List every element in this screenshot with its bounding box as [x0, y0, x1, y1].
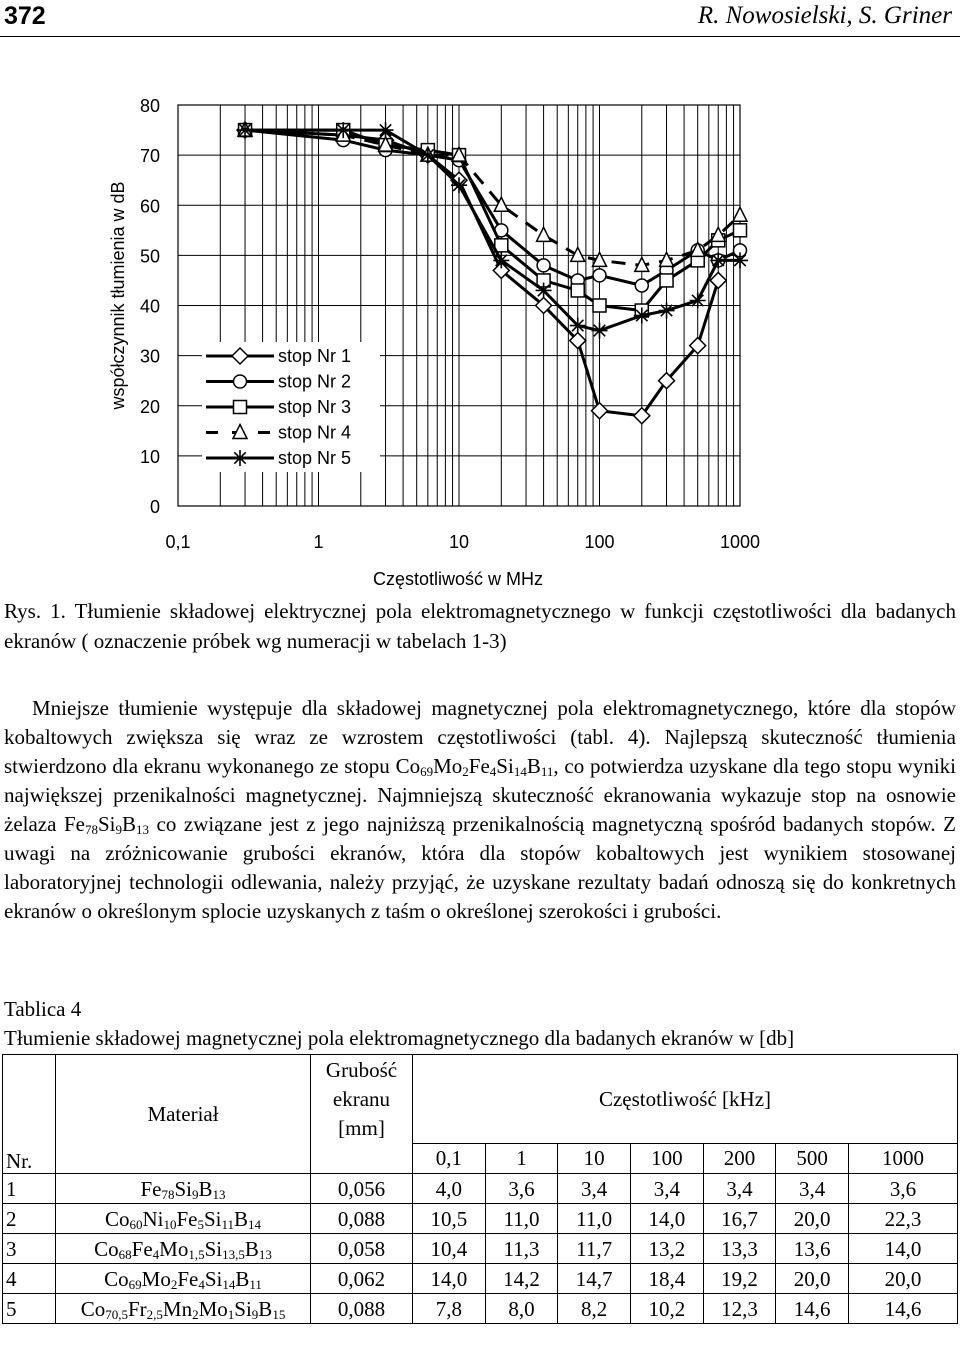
material-element: Mo	[141, 1266, 171, 1291]
row-thickness: 0,088	[311, 1204, 413, 1234]
row-material	[56, 1204, 311, 1234]
series-2-point	[537, 259, 550, 272]
attenuation-table	[2, 1054, 958, 1324]
series-4-point	[733, 207, 747, 221]
material-element: B	[198, 1176, 213, 1201]
attenuation-chart	[0, 60, 800, 590]
row-thickness: 0,062	[311, 1264, 413, 1294]
series-5-point	[237, 122, 253, 138]
x-tick-label: 100	[584, 532, 615, 552]
paragraph-text-2: , co potwierdza uzyskane dla tego stopu wyniki największej przenikalności magnetycznej. Najmniejszą skuteczność ekranowania wykazuje stop na osnowie żelaza	[4, 754, 956, 836]
material-subscript: 69	[128, 1276, 142, 1292]
row-thickness: 0,088	[311, 1294, 413, 1324]
frequency-header-5: 500	[776, 1143, 849, 1173]
row-value: 11,7	[558, 1234, 631, 1264]
legend-marker-5	[232, 450, 248, 466]
material-element: Co	[80, 1296, 106, 1321]
row-value: 20,0	[776, 1264, 849, 1294]
row-value: 14,7	[558, 1264, 631, 1294]
y-tick-label: 10	[139, 446, 160, 467]
header-thickness-line2: ekranu	[332, 1086, 391, 1111]
material-subscript: 11	[249, 1276, 262, 1292]
formula-element: Co	[395, 754, 421, 778]
legend-marker-3	[234, 401, 247, 414]
material-element: Mo	[159, 1236, 189, 1261]
x-tick-label: 0,1	[165, 532, 191, 552]
paragraph-text-1: Mniejsze tłumienie występuje dla składowej magnetycznej pola elektromagnetycznego, które dla stopów kobaltowych zwiększa się wraz ze wzrostem częstotliwości (tabl. 4). Najlepszą skuteczność tłumienia stwierdzono dla ekranu wykonanego ze stopu	[4, 696, 956, 778]
row-value: 11,0	[485, 1204, 558, 1234]
x-tick-label: 1	[313, 532, 324, 552]
page-number: 372	[4, 2, 46, 30]
series-1-point	[592, 403, 608, 419]
row-value: 13,6	[776, 1234, 849, 1264]
y-tick-label: 0	[149, 497, 160, 517]
material-element: Si	[174, 1176, 192, 1201]
series-5-point	[570, 318, 586, 334]
y-tick-label: 60	[139, 196, 160, 217]
formula-subscript: 2	[462, 764, 469, 779]
material-subscript: 13,5	[222, 1246, 245, 1262]
material-element: Co	[104, 1266, 129, 1291]
row-material	[56, 1234, 311, 1264]
formula-subscript: 78	[84, 822, 98, 837]
series-5-point	[335, 122, 351, 138]
row-material	[56, 1294, 311, 1324]
material-element: Co	[94, 1236, 119, 1261]
material-subscript: 1,5	[188, 1246, 205, 1262]
row-number: 4	[3, 1264, 56, 1294]
row-number: 3	[3, 1234, 56, 1264]
formula-element: B	[122, 812, 137, 836]
row-value: 11,0	[558, 1204, 631, 1234]
row-material	[56, 1264, 311, 1294]
material-subscript: 15	[272, 1306, 286, 1322]
material-subscript: 4	[198, 1276, 205, 1292]
material-element: B	[244, 1236, 259, 1261]
material-subscript: 78	[161, 1186, 175, 1202]
series-5-point	[732, 252, 748, 268]
material-element: Mo	[198, 1296, 228, 1321]
row-value: 14,0	[849, 1234, 958, 1264]
material-element: Si	[234, 1296, 252, 1321]
row-value: 12,3	[703, 1294, 776, 1324]
y-axis-label: współczynnik tłumienia w dB	[108, 181, 128, 410]
series-4-point	[571, 247, 585, 261]
row-number: 2	[3, 1204, 56, 1234]
body-paragraph	[4, 694, 956, 926]
material-element: Fe	[177, 1266, 199, 1291]
material-element: B	[258, 1296, 273, 1321]
formula-element: Si	[97, 812, 116, 836]
formula-element: Si	[496, 754, 514, 778]
table-label: Tablica 4	[4, 997, 82, 1021]
header-nr: Nr.	[3, 1055, 56, 1174]
frequency-header-0: 0,1	[412, 1143, 485, 1173]
figure-caption-text: Tłumienie składowej elektrycznej pola elektromagnetycznego w funkcji częstotliwości dla badanych ekranów ( oznaczenie próbek wg numeracji w tabelach 1-3)	[4, 599, 956, 653]
frequency-header-2: 10	[558, 1143, 631, 1173]
row-material	[56, 1174, 311, 1204]
series-3-point	[593, 299, 606, 312]
formula-element: Fe	[63, 812, 85, 836]
table-row	[3, 1294, 958, 1324]
frequency-header-4: 200	[703, 1143, 776, 1173]
row-number: 5	[3, 1294, 56, 1324]
formula-alloy-fe78	[64, 812, 149, 836]
row-value: 14,0	[412, 1264, 485, 1294]
row-thickness: 0,058	[311, 1234, 413, 1264]
material-element: Fr	[127, 1296, 147, 1321]
table-row	[3, 1234, 958, 1264]
row-value: 18,4	[631, 1264, 704, 1294]
row-value: 22,3	[849, 1204, 958, 1234]
material-element: Si	[204, 1266, 223, 1291]
row-number: 1	[3, 1174, 56, 1204]
series-5-point	[536, 282, 552, 298]
figure-caption	[4, 596, 956, 656]
table-row	[3, 1204, 958, 1234]
formula-element: Mo	[433, 754, 463, 778]
material-subscript: 9	[251, 1306, 259, 1322]
material-subscript: 13	[258, 1246, 272, 1262]
row-value: 14,6	[776, 1294, 849, 1324]
material-element: Mn	[162, 1296, 193, 1321]
legend-label-4: stop Nr 4	[278, 422, 352, 443]
frequency-header-6: 1000	[849, 1143, 958, 1173]
row-value: 13,2	[631, 1234, 704, 1264]
row-value: 7,8	[412, 1294, 485, 1324]
material-subscript: 68	[118, 1246, 132, 1262]
formula-subscript: 4	[489, 764, 497, 779]
series-line-5	[245, 130, 740, 331]
row-value: 3,4	[631, 1174, 704, 1204]
material-element: B	[234, 1206, 249, 1231]
header-rule	[0, 36, 960, 37]
x-axis-label: Częstotliwość w MHz	[372, 569, 544, 589]
series-4-point	[537, 227, 551, 241]
formula-subscript: 11	[540, 764, 554, 779]
material-subscript: 13	[212, 1186, 226, 1202]
row-value: 3,6	[485, 1174, 558, 1204]
y-tick-label: 70	[139, 146, 160, 167]
material-subscript: 2	[192, 1306, 199, 1322]
row-value: 3,6	[849, 1174, 958, 1204]
material-subscript: 10	[163, 1216, 177, 1232]
x-tick-label: 10	[448, 532, 470, 552]
series-5-point	[451, 177, 467, 193]
formula-subscript: 69	[420, 764, 434, 779]
paragraph-text-3: co związane jest z jego najniższą przenikalnością magnetyczną spośród badanych stopów. Z uwagi na zróżnicowanie grubości ekranów, która dla stopów kobaltowych jest wynikiem stosowanej laboratoryjnej technologii odlewania, należy przyjąć, że uzyskane rezultaty badań odnoszą się do konkretnych ekranów o określonym splocie uzyskanych z taśm o określonej szerokości i grubości.	[4, 812, 956, 923]
table-row	[3, 1264, 958, 1294]
series-5-point	[493, 252, 509, 268]
row-value: 13,3	[703, 1234, 776, 1264]
formula-alloy-co69	[396, 754, 554, 778]
row-value: 3,4	[558, 1174, 631, 1204]
row-value: 8,0	[485, 1294, 558, 1324]
material-subscript: 5	[197, 1216, 204, 1232]
table-row	[3, 1174, 958, 1204]
material-subscript: 14	[248, 1216, 262, 1232]
table-title: Tłumienie składowej magnetycznej pola elektromagnetycznego dla badanych ekranów w [db]	[4, 1026, 795, 1050]
row-value: 8,2	[558, 1294, 631, 1324]
material-element: Si	[203, 1206, 222, 1231]
series-5-point	[690, 292, 706, 308]
series-5-point	[378, 122, 394, 138]
legend-marker-2	[234, 375, 247, 388]
header-frequency: Częstotliwość [kHz]	[412, 1055, 957, 1144]
series-3-point	[734, 224, 747, 237]
row-value: 19,2	[703, 1264, 776, 1294]
material-element: Si	[204, 1236, 223, 1261]
row-value: 14,6	[849, 1294, 958, 1324]
row-value: 11,3	[485, 1234, 558, 1264]
row-value: 10,5	[412, 1204, 485, 1234]
frequency-header-3: 100	[631, 1143, 704, 1173]
row-value: 16,7	[703, 1204, 776, 1234]
series-3-point	[571, 284, 584, 297]
material-element: B	[235, 1266, 250, 1291]
legend-label-1: stop Nr 1	[278, 346, 352, 366]
formula-subscript: 13	[136, 822, 150, 837]
material-element: Co	[104, 1206, 130, 1231]
row-value: 3,4	[703, 1174, 776, 1204]
series-5-point	[659, 303, 675, 319]
table-header-row	[3, 1055, 958, 1144]
running-header-authors: R. Nowosielski, S. Griner	[697, 2, 952, 29]
material-element: Fe	[140, 1176, 162, 1201]
figure-caption-label: Rys. 1.	[4, 599, 66, 623]
header-thickness-spacer	[311, 1143, 413, 1173]
material-subscript: 60	[129, 1216, 143, 1232]
row-value: 3,4	[776, 1174, 849, 1204]
formula-subscript: 14	[513, 764, 527, 779]
y-tick-label: 50	[139, 246, 160, 267]
series-5-point	[710, 252, 726, 268]
material-element: Fe	[176, 1206, 198, 1231]
row-value: 14,2	[485, 1264, 558, 1294]
material-subscript: 1	[227, 1306, 235, 1322]
row-value: 4,0	[412, 1174, 485, 1204]
formula-element: Fe	[468, 754, 490, 778]
material-subscript: 2	[170, 1276, 178, 1292]
header-thickness	[311, 1055, 413, 1144]
row-value: 10,4	[412, 1234, 485, 1264]
legend-label-5: stop Nr 5	[278, 448, 352, 468]
series-5-point	[420, 147, 436, 163]
material-subscript: 70,5	[105, 1306, 128, 1322]
series-3-point	[660, 274, 673, 287]
material-subscript: 11	[221, 1216, 235, 1232]
header-thickness-line3: [mm]	[338, 1115, 385, 1140]
material-element: Ni	[142, 1206, 164, 1231]
header-thickness-line1: Grubość	[325, 1057, 398, 1082]
y-tick-label: 80	[139, 96, 160, 116]
row-thickness: 0,056	[311, 1174, 413, 1204]
y-tick-label: 40	[139, 296, 160, 317]
formula-element: B	[526, 754, 541, 778]
header-material: Materiał	[56, 1055, 311, 1174]
row-value: 14,0	[631, 1204, 704, 1234]
material-element: Fe	[131, 1236, 153, 1261]
frequency-header-1: 1	[485, 1143, 558, 1173]
material-subscript: 9	[192, 1186, 199, 1202]
row-value: 20,0	[776, 1204, 849, 1234]
y-tick-label: 20	[139, 396, 160, 417]
row-value: 20,0	[849, 1264, 958, 1294]
material-subscript: 4	[152, 1246, 160, 1262]
series-1-point	[710, 272, 726, 288]
series-5-point	[634, 308, 650, 324]
series-2-point	[593, 269, 606, 282]
legend-label-3: stop Nr 3	[278, 397, 352, 417]
x-tick-label: 1000	[719, 532, 761, 552]
series-2-point	[635, 279, 648, 292]
row-value: 10,2	[631, 1294, 704, 1324]
legend-label-2: stop Nr 2	[278, 371, 352, 392]
series-5-point	[592, 323, 608, 339]
material-subscript: 2,5	[146, 1306, 163, 1322]
material-subscript: 14	[222, 1276, 236, 1292]
formula-subscript: 9	[115, 822, 122, 837]
y-tick-label: 30	[139, 346, 160, 367]
